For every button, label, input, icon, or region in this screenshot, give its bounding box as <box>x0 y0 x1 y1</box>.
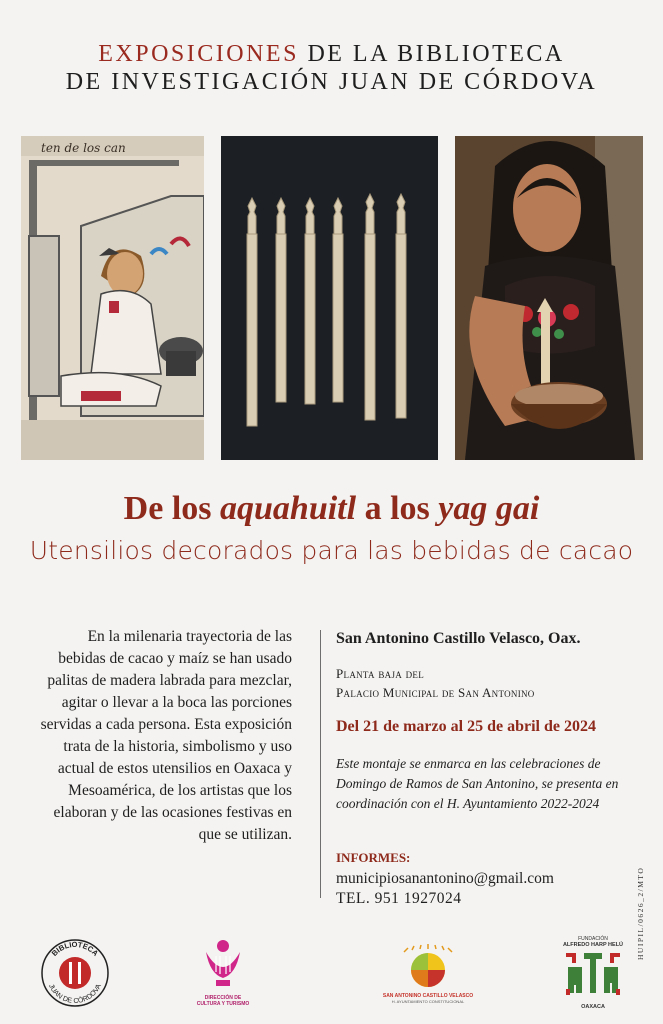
san-antonino-logo <box>368 944 488 1010</box>
cultura-logo-line-2: CULTURA Y TURISMO <box>196 1001 250 1007</box>
codex-illustration <box>21 136 204 460</box>
title-part-1: De los <box>123 490 220 527</box>
photo-strip <box>21 136 643 460</box>
woman-with-gourd <box>455 136 643 460</box>
san-antonino-logo-name: SAN ANTONINO CASTILLO VELASCO <box>382 993 474 999</box>
column-divider <box>320 630 321 898</box>
fundacion-logo <box>560 936 626 1014</box>
fundacion-logo-line-1: FUNDACIÓN <box>578 936 608 942</box>
venue-line-1: Planta baja del <box>336 666 425 681</box>
title-italic-2: yag gai <box>438 490 540 527</box>
biblioteca-logo <box>40 938 110 1008</box>
catalog-code: HUIPIL/0626_2/MTO <box>636 866 645 960</box>
venue <box>336 664 636 702</box>
header-line-1 <box>0 40 663 68</box>
intro-paragraph: En la milenaria trayectoria de las bebidas de cacao y maíz se han usado palitas de madera labrada para mezclar, agitar o llevar a la boca las porciones servidas a cada persona. Esta exposición trata de la historia, simbolismo y uso actual de estos utensilios en Oaxaca y Mesoamérica, de los artistas que los elaboran y de las ocasiones festivas en que se utilizan. <box>40 628 292 843</box>
exhibition-info <box>336 630 636 908</box>
biblioteca-logo-top-text: BIBLIOTECA <box>49 939 101 958</box>
svg-text:ten de los can: ten de los can <box>41 141 126 155</box>
fundacion-logo-line-2: ALFREDO HARP HELÚ <box>562 942 624 948</box>
location-line: San Antonino Castillo Velasco, Oax. <box>336 630 581 647</box>
carved-wooden-stirrers <box>221 136 438 460</box>
contact-email[interactable]: municipiosanantonino@gmail.com <box>336 870 554 887</box>
cultura-turismo-logo <box>196 938 250 1012</box>
contact-phone: TEL. 951 1927024 <box>336 890 462 907</box>
informes-label: INFORMES: <box>336 850 411 865</box>
fundacion-logo-line-3: OAXACA <box>581 1004 605 1010</box>
exhibition-title <box>0 490 663 528</box>
header-line-1-rest: DE LA BIBLIOTECA <box>298 41 565 67</box>
coordination-note: Este montaje se enmarca en las celebraciones de Domingo de Ramos de San Antonino, se presenta en coordinación con el H. Ayuntamiento 2022-2024 <box>336 756 619 811</box>
exhibition-header <box>0 40 663 96</box>
exhibition-subtitle: Utensilios decorados para las bebidas de cacao <box>29 536 634 565</box>
cultura-logo-line-1: DIRECCIÓN DE <box>204 995 242 1001</box>
title-italic-1: aquahuitl <box>220 490 357 527</box>
header-line-2: DE INVESTIGACIÓN JUAN DE CÓRDOVA <box>65 69 598 95</box>
exhibition-dates: Del 21 de marzo al 25 de abril de 2024 <box>336 718 596 735</box>
title-part-2: a los <box>356 490 439 527</box>
header-accent: EXPOSICIONES <box>98 41 299 67</box>
biblioteca-logo-bottom-text: JUAN DE CÓRDOVA <box>47 983 103 1006</box>
venue-line-2: Palacio Municipal de San Antonino <box>336 685 535 700</box>
san-antonino-logo-sub: H. AYUNTAMIENTO CONSTITUCIONAL <box>391 999 465 1004</box>
